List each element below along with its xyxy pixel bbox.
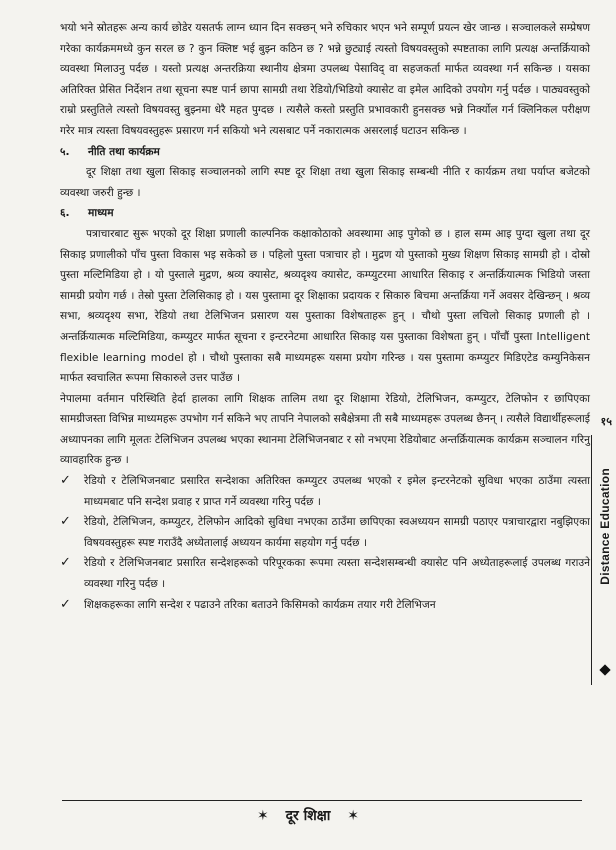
paragraph-policy: दूर शिक्षा तथा खुला सिकाइ सञ्चालनको लागि स्पष्ट दूर शिक्षा तथा खुला सिकाइ सम्बन्धी नीति र कार्यक्रम तथा पर्याप्त बजेटको व्यवस्था जरुरी हुन्छ । <box>60 166 590 199</box>
section-title: माध्यम <box>88 207 114 220</box>
checkmark-icon: ✓ <box>60 596 71 612</box>
page-content <box>60 18 590 615</box>
list-item <box>60 553 590 594</box>
footer <box>0 806 616 825</box>
star-icon: ✶ <box>347 808 360 824</box>
section-heading-policy <box>60 142 590 163</box>
page-number: १५ <box>600 415 612 428</box>
paragraph-continuation: भयो भने स्रोतहरू अन्य कार्य छोडेर यसतर्फ लाग्न ध्यान दिन सक्छन् भने रुचिकार भएन भने सम्पूर्ण प्रयत्न खेर जान्छ । सञ्चालकले सम्प्रेषण गरेका कार्यक्रममध्ये कुन सरल छ ? कुन क्लिष्ट भई बुझ्न कठिन छ ? भन्ने छुट्याई त्यस्तो विषयवस्तुको स्पष्टताका लागि प्रत्यक्ष अन्तर्क्रियाको व्यवस्था मिलाउनु पर्दछ । यस्तो प्रत्यक्ष अन्तरक्रिया स्थानीय क्षेत्रमा उपलब्ध पेसाविद् वा सहजकर्ता मार्फत व्यवस्था गर्न सकिन्छ । यसका अतिरिक्त प्रेसित निर्देशन तथा सूचना स्पष्ट पार्न छापा सामग्री तथा रेडियो/भिडियो क्यासेट वा इमेल आदिको उपयोग गर्नु पर्दछ । पाठ्यवस्तुको राम्रो प्रस्तुतिले त्यस्तो विषयवस्तु बुझ्नमा धेरै महत पुग्दछ । त्यसैले कस्तो प्रस्तुति प्रभावकारी हुनसक्छ भन्ने निर्क्योल गर्न क्लिनिकल परीक्षण गरेर मात्र त्यस्ता विषयवस्तुहरू प्रसारण गर्न सकियो भने त्यसबाट पर्ने नकारात्मक असरलाई घटाउन सकिन्छ । <box>60 22 590 137</box>
footer-divider <box>62 800 582 801</box>
section-number: ५. <box>60 145 70 158</box>
list-item-text: रेडियो, टेलिभिजन, कम्प्युटर, टेलिफोन आदिको सुविधा नभएका ठाउँमा छापिएका स्वअध्ययन सामग्री पठाएर पत्राचारद्वारा नबुझिएका विषयवस्तुहरू स्पष्ट गराउँदै अध्येतालाई अध्ययन कार्यमा सहयोग गर्नु पर्दछ । <box>84 516 590 549</box>
paragraph-generations: पत्राचारबाट सुरू भएको दूर शिक्षा प्रणाली काल्पनिक कक्षाकोठाको अवस्थामा आइ पुगेको छ । हाल सम्म आइ पुग्दा खुला तथा दूर सिकाइ प्रणालीको पाँच पुस्ता विकास भइ सकेको छ । पहिलो पुस्ता पत्राचार हो । मुद्रण यो पुस्ताको मुख्य शिक्षण सिकाइ सामग्री हो । दोस्रो पुस्ता मल्टिमिडिया हो । यो पुस्ताले मुद्रण, श्रव्य क्यासेट, श्रव्यदृश्य क्यासेट, कम्प्युटरमा आधारित सिकाइ र अन्तर्क्रियात्मक भिडियो जस्ता सामग्री प्रयोग गर्छ । तेस्रो पुस्ता टेलिसिकाइ हो । यस पुस्तामा दूर शिक्षाका प्रदायक र सिकारु बिचमा अन्तर्क्रिया गर्ने अवसर देखिन्छन् । श्रव्य सभा, श्रव्यदृश्य सभा, रेडियो तथा टेलिभिजन प्रसारण यस पुस्ताका विशेषताहरू हुन् । चौथो पुस्ता लचिलो सिकाइ प्रणाली हो । अन्तर्क्रियात्मक मल्टिमिडिया, कम्प्युटर मार्फत सूचना र इन्टरनेटमा आधारित सिकाइ यस पुस्ताका विशेषता हुन् । पाँचौं पुस्ता Intelligent flexible learning model हो । चौथो पुस्ताका सबै माध्यमहरू यसमा प्रयोग गरिन्छ । यस पुस्तामा कम्प्युटर मिडिएटेड कम्युनिकेसन मार्फत स्वचालित रूपमा सिकारुले उत्तर पाउँछ । <box>60 227 590 385</box>
list-item-text: रेडियो र टेलिभिजनबाट प्रसारित सन्देशहरूको परिपूरकका रूपमा त्यस्ता सन्देशसम्बन्धी क्यासेट पनि अध्येताहरूलाई उपलब्ध गराउने व्यवस्था गरिनु पर्दछ । <box>84 557 590 591</box>
checkmark-icon: ✓ <box>60 514 71 530</box>
list-item <box>60 595 590 616</box>
checkmark-icon: ✓ <box>60 555 71 571</box>
list-item <box>60 512 590 553</box>
footer-title: दूर शिक्षा <box>285 808 331 824</box>
section-number: ६. <box>60 207 70 220</box>
section-side-label: Distance Education <box>598 468 612 585</box>
star-icon: ✶ <box>256 808 269 824</box>
list-item-text: शिक्षकहरूका लागि सन्देश र पढाउने तरिका बताउने किसिमको कार्यक्रम तयार गरी टेलिभिजन <box>84 598 436 611</box>
checklist <box>60 471 590 615</box>
list-item <box>60 471 590 512</box>
section-title: नीति तथा कार्यक्रम <box>88 145 160 158</box>
section-heading-medium <box>60 203 590 224</box>
list-item-text: रेडियो र टेलिभिजनबाट प्रसारित सन्देशका अतिरिक्त कम्प्युटर उपलब्ध भएको र इमेल इन्टरनेटको सुविधा भएका ठाउँमा त्यस्ता माध्यमबाट पनि सन्देश प्रवाह र प्राप्त गर्ने व्यवस्था गरिनु पर्दछ । <box>84 475 590 508</box>
paragraph-nepal-context: नेपालमा वर्तमान परिस्थिति हेर्दा हालका लागि शिक्षक तालिम तथा दूर शिक्षामा रेडियो, टेलिभिजन, कम्प्युटर, टेलिफोन र छापिएका सामग्रीजस्ता विभिन्न माध्यमहरू उपभोग गर्न सकिने भए तापनि नेपालको सबैक्षेत्रमा ती सबै माध्यमहरू उपलब्ध छैनन् । त्यसैले विद्यार्थीहरूलाई अध्यापनका लागि मूलतः टेलिभिजन उपलब्ध भएका स्थानमा टेलिभिजनबाट र सो नभएमा रेडियोबाट अन्तर्क्रियात्मक कार्यक्रम सञ्चालन गरिनु व्यावहारिक हुन्छ । <box>60 392 590 467</box>
checkmark-icon: ✓ <box>60 473 71 489</box>
